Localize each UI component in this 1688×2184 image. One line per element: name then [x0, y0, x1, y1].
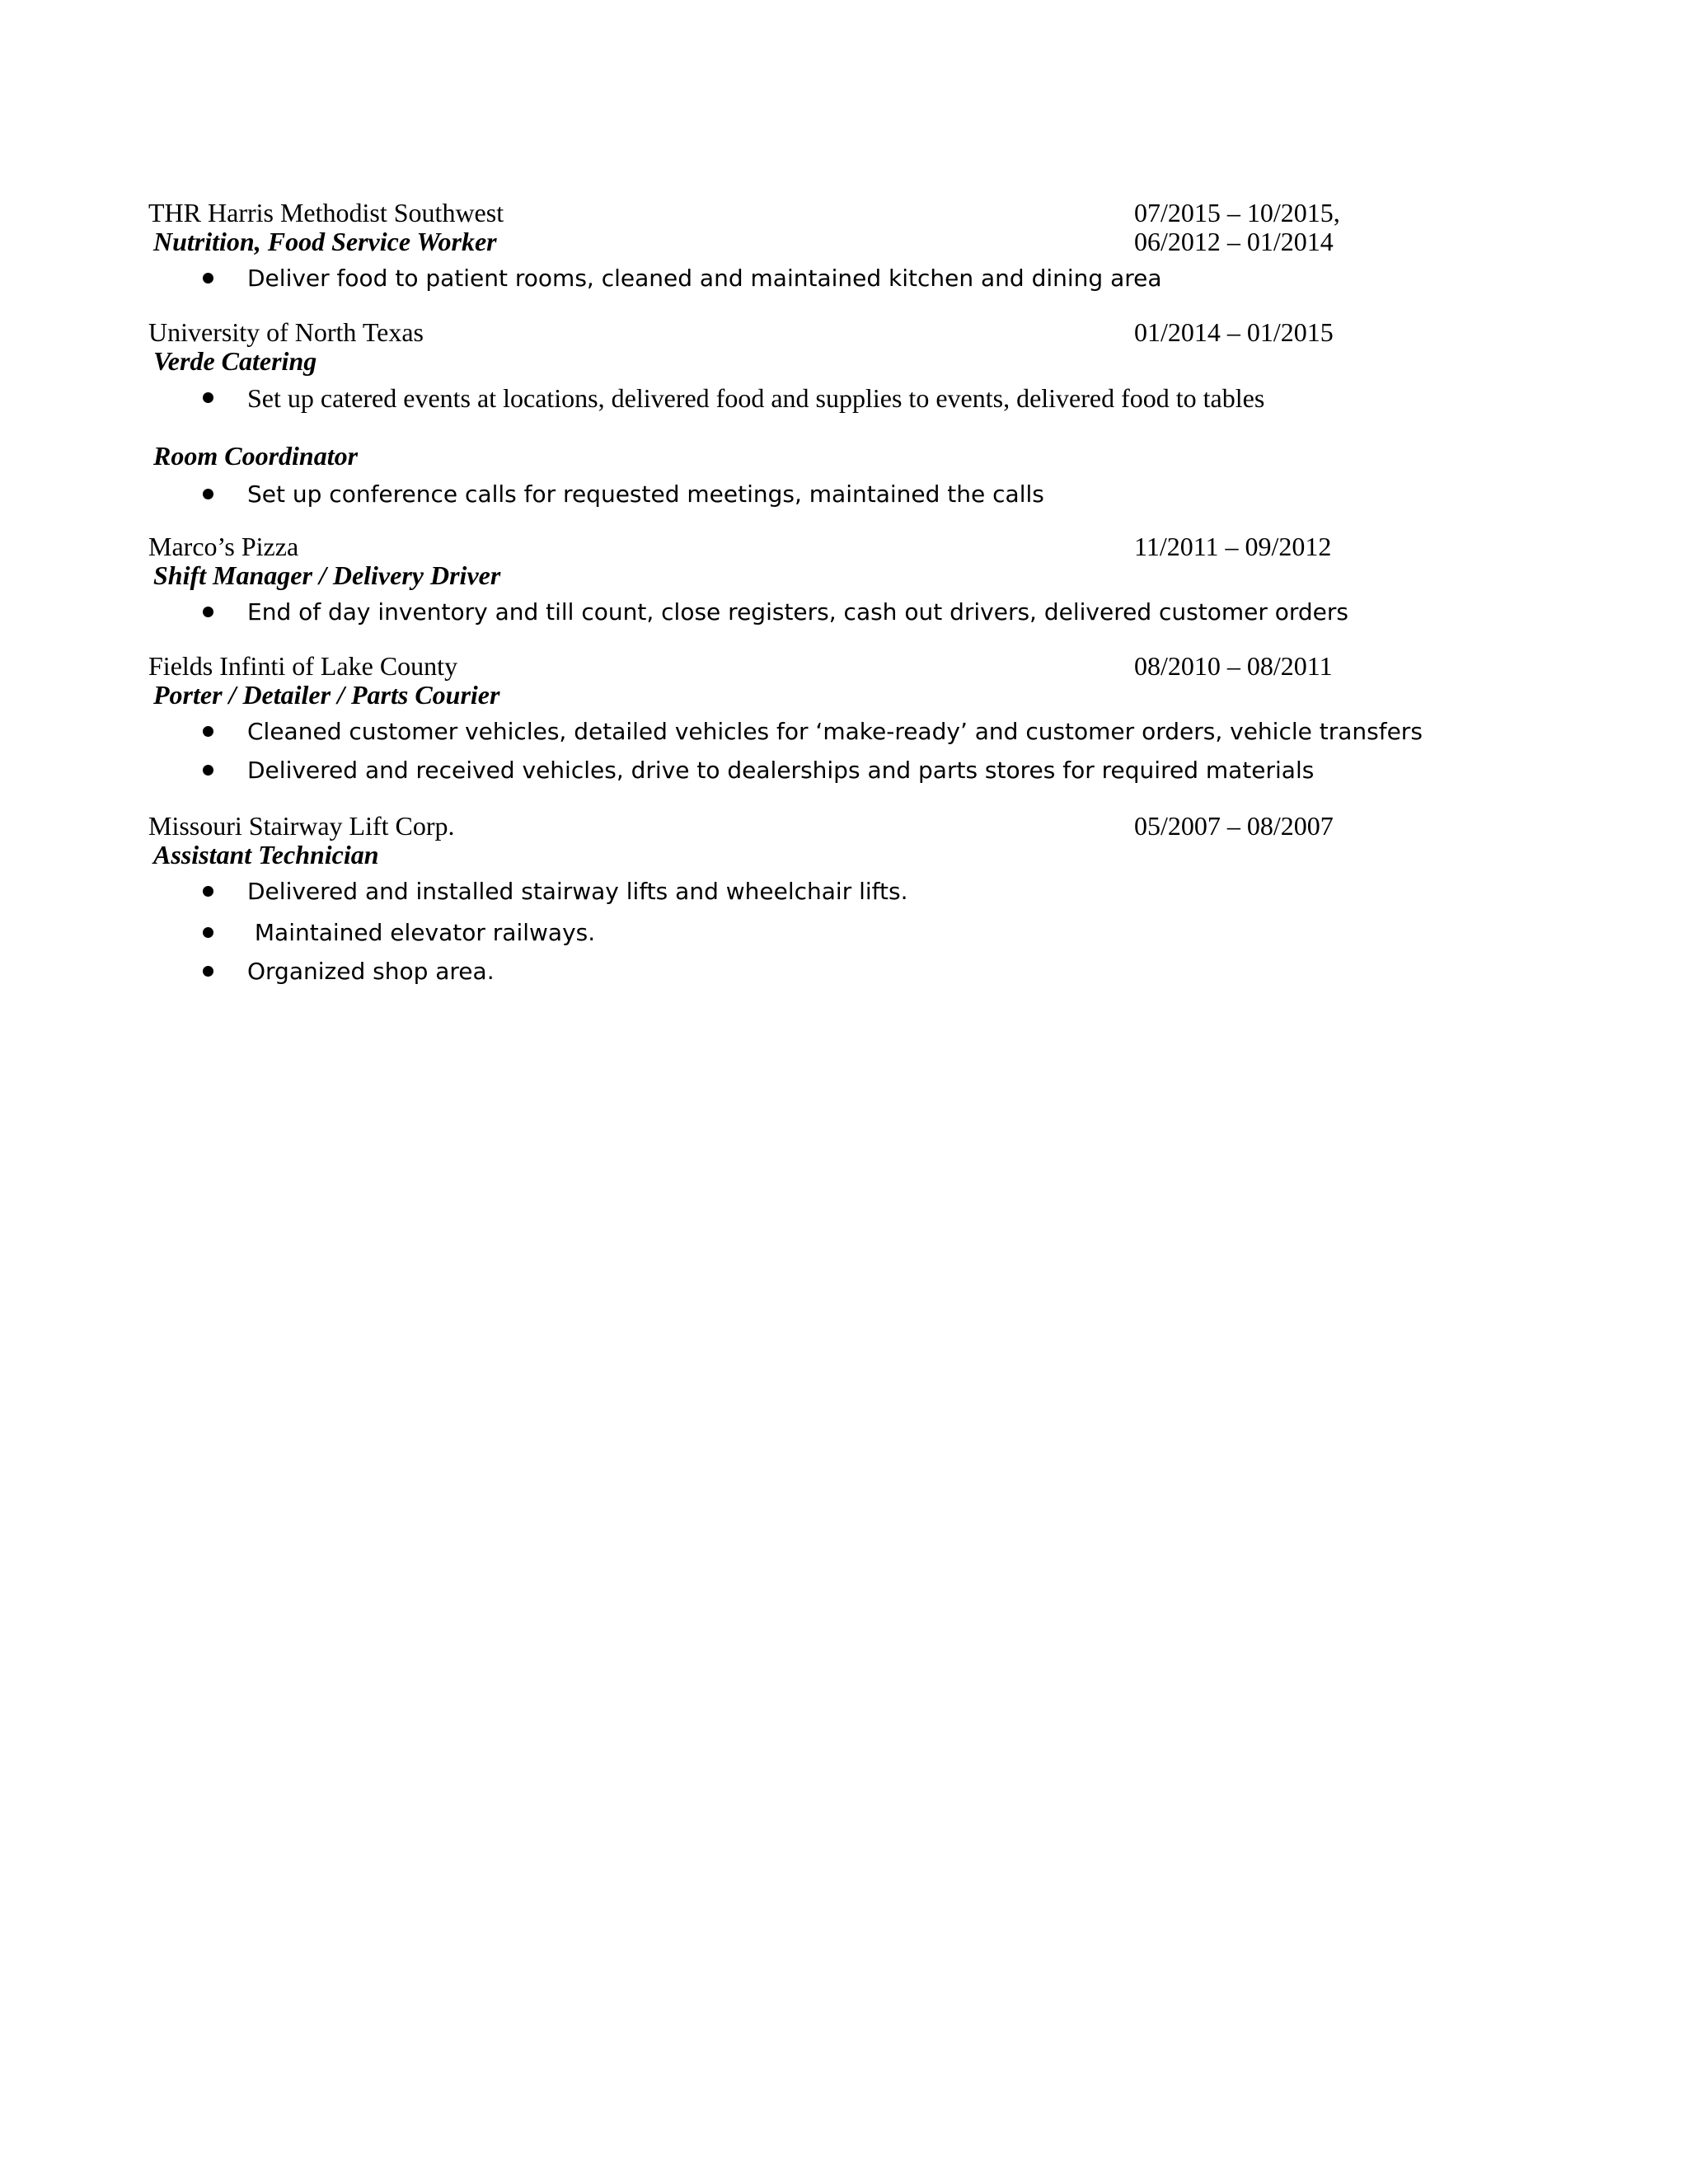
bullet-icon [203, 966, 213, 977]
job-title: Shift Manager / Delivery Driver [153, 560, 501, 590]
duty-text: Set up conference calls for requested meetings, maintained the calls [247, 480, 1044, 508]
bullet-icon [203, 392, 213, 403]
duty-text: Delivered and received vehicles, drive to dealerships and parts stores for required materials [247, 757, 1315, 784]
job-dates: 07/2015 – 10/2015, [1134, 198, 1340, 227]
job-title: Verde Catering [153, 346, 317, 376]
job-dates: 01/2014 – 01/2015 [1134, 317, 1334, 347]
duty-text: Delivered and installed stairway lifts and wheelchair lifts. [247, 878, 908, 905]
duty-text: Maintained elevator railways. [247, 919, 596, 946]
bullet-icon [203, 489, 213, 499]
job-title: Porter / Detailer / Parts Courier [153, 680, 500, 710]
bullet-icon [203, 765, 213, 776]
bullet-icon [203, 726, 213, 737]
bullet-icon [203, 607, 213, 617]
company-name: Missouri Stairway Lift Corp. [148, 811, 455, 841]
duty-text: End of day inventory and till count, close registers, cash out drivers, delivered customer orders [247, 598, 1349, 626]
bullet-icon [203, 273, 213, 284]
duty-text: Set up catered events at locations, delivered food and supplies to events, delivered food to tables [247, 383, 1265, 413]
company-name: THR Harris Methodist Southwest [148, 198, 504, 227]
company-name: Marco’s Pizza [148, 532, 299, 561]
company-name: Fields Infinti of Lake County [148, 651, 458, 681]
job-title: Nutrition, Food Service Worker [153, 227, 497, 256]
job-dates: 05/2007 – 08/2007 [1134, 811, 1334, 841]
job-dates: 11/2011 – 09/2012 [1134, 532, 1332, 561]
company-name: University of North Texas [148, 317, 424, 347]
bullet-icon [203, 886, 213, 897]
duty-text: Cleaned customer vehicles, detailed vehicles for ‘make-ready’ and customer orders, vehicle transfers [247, 718, 1423, 745]
job-dates: 08/2010 – 08/2011 [1134, 651, 1333, 681]
job-dates-secondary: 06/2012 – 01/2014 [1134, 227, 1334, 256]
job-title: Room Coordinator [153, 441, 359, 471]
job-title: Assistant Technician [153, 840, 379, 869]
duty-text: Organized shop area. [247, 958, 495, 985]
duty-text: Deliver food to patient rooms, cleaned and maintained kitchen and dining area [247, 265, 1162, 292]
bullet-icon [203, 927, 213, 938]
